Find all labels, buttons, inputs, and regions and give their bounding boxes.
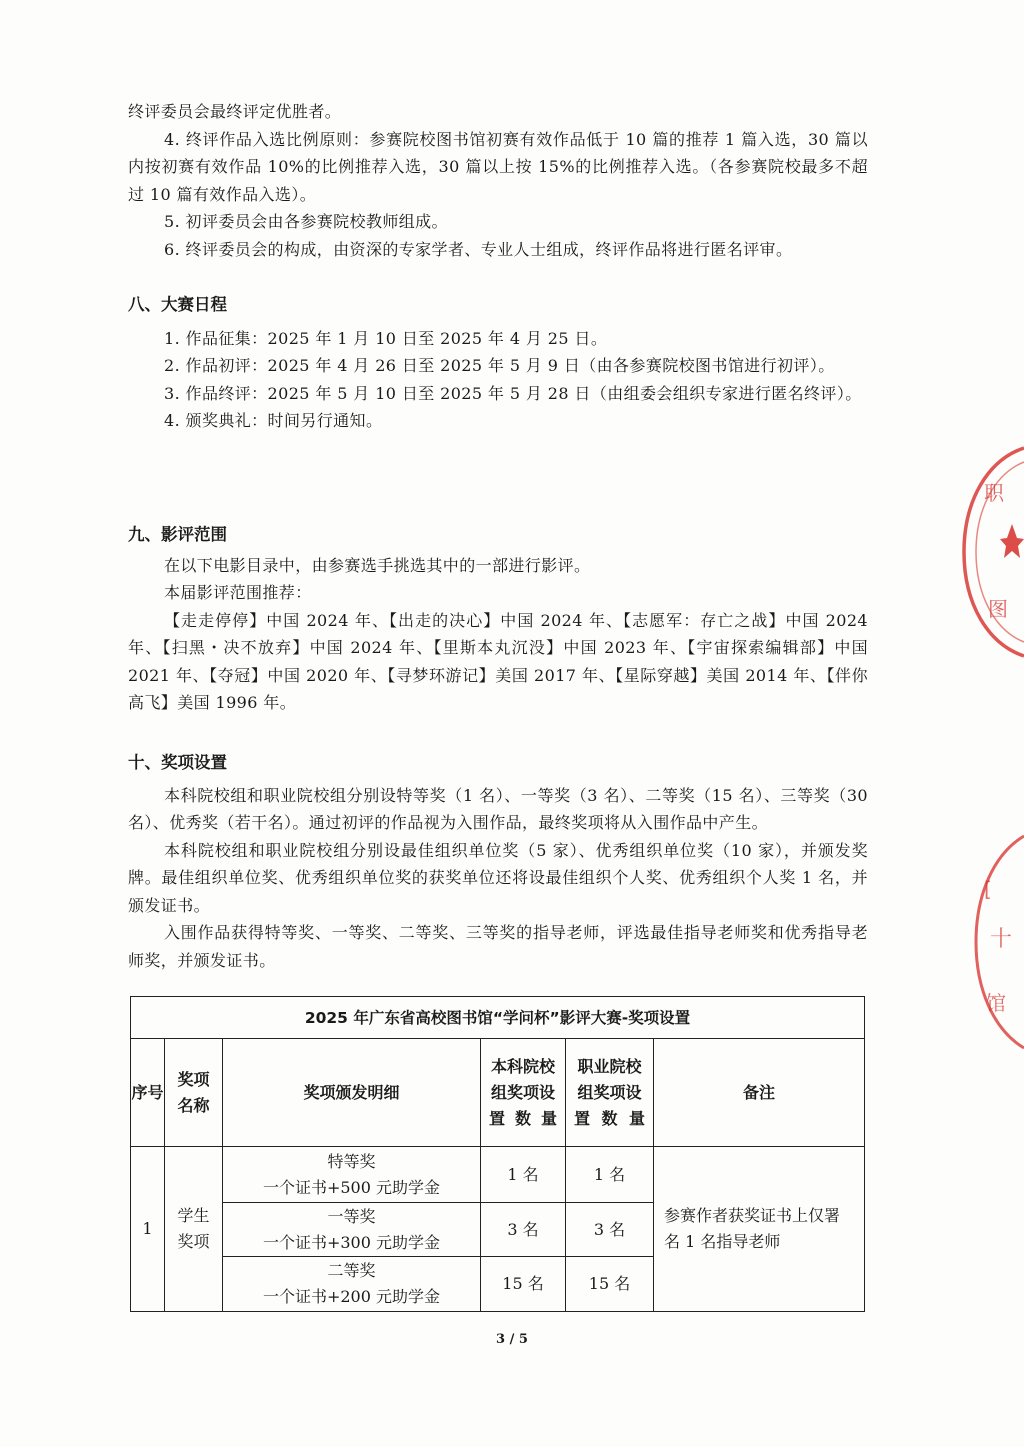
awards-table [130, 996, 865, 1312]
header-undergrad-count: 本科院校组奖项设置数量 [481, 1039, 566, 1147]
vocational-count: 15 名 [566, 1257, 654, 1312]
paragraph: 终评委员会最终评定优胜者。 [128, 102, 342, 121]
section-heading: 九、影评范围 [128, 525, 227, 544]
group-seq: 1 [131, 1147, 165, 1312]
film-list: 【走走停停】中国 2024 年、【出走的决心】中国 2024 年、【志愿军：存亡之战】中国 2024 年、【扫黑・决不放弃】中国 2024 年、【里斯本丸沉没】中国 2023 年、【宇宙探索编辑部】中国 2021 年、【夺冠】中国 2020 年、【寻梦环游记】美国 2017 年、【星际穿越】美国 2014 年、【伴你高飞】美国 1996 年。 [128, 610, 868, 712]
seal-stamp-lower [960, 830, 1024, 1060]
award-prize: 一个证书+300 元助学金 [262, 1232, 441, 1252]
paragraph: 本届影评范围推荐： [164, 583, 312, 602]
list-item: 2. 作品初评：2025 年 4 月 26 日至 2025 年 5 月 9 日（由各参赛院校图书馆进行初评）。 [164, 356, 835, 375]
paragraph: 入围作品获得特等奖、一等奖、二等奖、三等奖的指导老师，评选最佳指导老师奖和优秀指导老师奖，并颁发证书。 [128, 923, 868, 970]
svg-text:馆: 馆 [986, 991, 1006, 1015]
header-vocational-count: 职业院校组奖项设置数量 [566, 1039, 654, 1147]
paragraph: 6. 终评委员会的构成，由资深的专家学者、专业人士组成，终评作品将进行匿名评审。 [164, 239, 793, 259]
svg-text:[: [ [984, 877, 992, 901]
award-prize: 一个证书+500 元助学金 [262, 1177, 441, 1197]
note-cell: 参赛作者获奖证书上仅署名 1 名指导老师 [654, 1147, 865, 1312]
section-awards [128, 749, 868, 974]
svg-text:十: 十 [990, 927, 1013, 952]
award-detail-cell [223, 1203, 481, 1257]
svg-text:图: 图 [988, 597, 1008, 621]
award-detail-cell [223, 1147, 481, 1203]
judging-rules-block [128, 98, 868, 263]
section-film-scope [128, 521, 868, 717]
table-title: 2025 年广东省高校图书馆“学问杯”影评大赛-奖项设置 [131, 997, 865, 1039]
undergrad-count: 3 名 [481, 1203, 566, 1257]
vocational-count: 1 名 [566, 1147, 654, 1203]
section-heading: 八、大赛日程 [128, 295, 227, 314]
header-award-name: 奖项名称 [165, 1039, 223, 1147]
svg-text:职: 职 [984, 481, 1004, 505]
group-name: 学生奖项 [165, 1147, 223, 1312]
award-level: 一等奖 [327, 1206, 376, 1226]
list-item: 1. 作品征集：2025 年 1 月 10 日至 2025 年 4 月 25 日。 [164, 328, 608, 348]
undergrad-count: 1 名 [481, 1147, 566, 1203]
section-schedule [128, 291, 868, 435]
undergrad-count: 15 名 [481, 1257, 566, 1312]
award-level: 二等奖 [327, 1261, 376, 1280]
list-item: 3. 作品终评：2025 年 5 月 10 日至 2025 年 5 月 28 日（由组委会组织专家进行匿名终评）。 [164, 383, 862, 403]
paragraph: 5. 初评委员会由各参赛院校教师组成。 [164, 212, 448, 231]
paragraph: 本科院校组和职业院校组分别设特等奖（1 名）、一等奖（3 名）、二等奖（15 名）、三等奖（30 名）、优秀奖（若干名）。通过初评的作品视为入围作品，最终奖项将从入围作品中产生。 [128, 785, 868, 832]
header-seq: 序号 [131, 1039, 165, 1147]
paragraph: 4. 终评作品入选比例原则：参赛院校图书馆初赛有效作品低于 10 篇的推荐 1 篇入选，30 篇以内按初赛有效作品 10%的比例推荐入选，30 篇以上按 15%的比例推荐入选。（各参赛院校最多不超过 10 篇有效作品入选）。 [128, 129, 868, 204]
award-prize: 一个证书+200 元助学金 [262, 1287, 441, 1306]
paragraph: 本科院校组和职业院校组分别设最佳组织单位奖（5 家）、优秀组织单位奖（10 家），并颁发奖牌。最佳组织单位奖、优秀组织单位奖的获奖单位还将设最佳组织个人奖、优秀组织个人奖 1 名，并颁发证书。 [128, 840, 868, 915]
vocational-count: 3 名 [566, 1203, 654, 1257]
award-level: 特等奖 [327, 1151, 376, 1171]
seal-stamp [950, 440, 1024, 670]
paragraph: 在以下电影目录中，由参赛选手挑选其中的一部进行影评。 [164, 555, 591, 575]
header-award-detail: 奖项颁发明细 [223, 1039, 481, 1147]
header-note: 备注 [654, 1039, 865, 1147]
list-item: 4. 颁奖典礼：时间另行通知。 [164, 411, 383, 430]
page-number: 3 / 5 [496, 1332, 528, 1347]
award-detail-cell [223, 1257, 481, 1312]
table-row [131, 1147, 865, 1203]
section-heading: 十、奖项设置 [128, 753, 227, 772]
